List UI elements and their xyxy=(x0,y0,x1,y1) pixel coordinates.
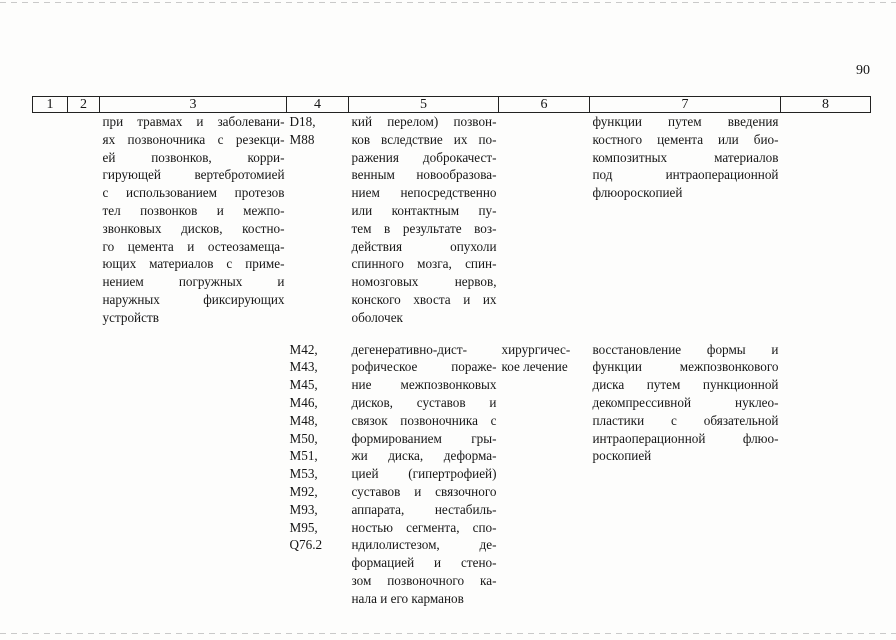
text-line: восстановление формы и xyxy=(592,341,779,357)
icd-code: M95, xyxy=(289,519,318,535)
treatment-type-cell xyxy=(499,341,590,608)
text-line: рофическое пораже- xyxy=(351,359,497,375)
text-line: ражения доброкачест- xyxy=(351,149,497,165)
text-line: формацией и стено- xyxy=(351,555,497,571)
cell-empty xyxy=(781,341,871,608)
icd-code: Q76.2 xyxy=(289,537,323,553)
text-line: дегенеративно-дист- xyxy=(351,341,468,357)
text-line: ностью сегмента, спо- xyxy=(351,519,497,535)
text-line: связок позвоночника с xyxy=(351,412,497,428)
icd-codes-cell xyxy=(287,113,349,327)
icd-code: M46, xyxy=(289,394,318,410)
text-line: цией (гипертрофией) xyxy=(351,466,497,482)
cell-empty xyxy=(100,341,287,608)
text-line: интраоперационной флюо- xyxy=(592,430,779,446)
text-line: костного цемента или био- xyxy=(592,131,779,147)
text-line: нением погружных и xyxy=(102,274,285,290)
text-line: композитных материалов xyxy=(592,149,779,165)
text-line: жи диска, деформа- xyxy=(351,448,497,464)
icd-code: M45, xyxy=(289,377,318,393)
column-header-3: 3 xyxy=(100,97,287,113)
text-line: звонковых дисков, костно- xyxy=(102,220,285,236)
text-line: венным новообразова- xyxy=(351,167,497,183)
scan-edge-top xyxy=(0,2,896,3)
medical-care-table xyxy=(32,96,871,608)
icd-code: M48, xyxy=(289,412,318,428)
text-line: устройств xyxy=(102,309,159,325)
text-line: под интраоперационной xyxy=(592,167,779,183)
text-line: дисков, суставов и xyxy=(351,394,497,410)
text-line: ние межпозвонковых xyxy=(351,377,497,393)
icd-code: M88 xyxy=(289,131,315,147)
treatment-method-cell xyxy=(590,113,781,327)
text-line: кий перелом) позвон- xyxy=(351,114,497,129)
text-line: или контактным пу- xyxy=(351,202,497,218)
column-header-2: 2 xyxy=(68,97,100,113)
text-line: ндилолистезом, де- xyxy=(351,537,497,553)
column-header-7: 7 xyxy=(590,97,781,113)
text-line: флюороскопией xyxy=(592,185,683,201)
cell-empty xyxy=(33,341,68,608)
cell-empty xyxy=(781,113,871,327)
text-line: номозговых нервов, xyxy=(351,274,497,290)
text-line: ях позвоночника с резекци- xyxy=(102,131,285,147)
text-line: диска путем пункционной xyxy=(592,377,779,393)
text-line: хирургичес- xyxy=(501,341,571,357)
text-line: с использованием протезов xyxy=(102,185,285,201)
icd-code: M93, xyxy=(289,501,318,517)
text-line: функции межпозвонкового xyxy=(592,359,779,375)
text-line: наружных фиксирующих xyxy=(102,291,285,307)
text-line: действия опухоли xyxy=(351,238,497,254)
icd-code: M43, xyxy=(289,359,318,375)
text-line: тел позвонков и межпо- xyxy=(102,202,285,218)
cell-empty xyxy=(68,341,100,608)
treatment-type-cell xyxy=(499,113,590,327)
treatment-method-cell xyxy=(590,341,781,608)
text-line: при травмах и заболевани- xyxy=(102,114,285,129)
cell-empty xyxy=(68,113,100,327)
text-line: роскопией xyxy=(592,448,652,464)
text-line: го цемента и остеозамеща- xyxy=(102,238,285,254)
column-header-6: 6 xyxy=(499,97,590,113)
diagnosis-cell xyxy=(349,113,499,327)
text-line: аппарата, нестабиль- xyxy=(351,501,497,517)
text-line: нием непосредственно xyxy=(351,185,497,201)
icd-code: D18, xyxy=(289,114,316,129)
icd-code: M92, xyxy=(289,483,318,499)
icd-code: M50, xyxy=(289,430,318,446)
text-line: гирующей вертебротомией xyxy=(102,167,285,183)
icd-code: M42, xyxy=(289,341,318,357)
text-line: зом позвоночного ка- xyxy=(351,572,497,588)
column-header-1: 1 xyxy=(33,97,68,113)
text-line: нала и его карманов xyxy=(351,590,464,606)
row-spacer xyxy=(33,327,871,341)
icd-code: M51, xyxy=(289,448,318,464)
column-header-8: 8 xyxy=(781,97,871,113)
text-line: ющих материалов с приме- xyxy=(102,256,285,272)
method-description-cell xyxy=(100,113,287,327)
text-line: пластики с обязательной xyxy=(592,412,779,428)
table-row-spinal-tumor xyxy=(33,113,871,327)
text-line: функции путем введения xyxy=(592,114,779,129)
text-line: тем в результате воз- xyxy=(351,220,497,236)
text-line: ей позвонков, корри- xyxy=(102,149,285,165)
text-line: оболочек xyxy=(351,309,403,325)
text-line: конского хвоста и их xyxy=(351,291,497,307)
text-line: спинного мозга, спин- xyxy=(351,256,497,272)
text-line: кое лечение xyxy=(501,359,568,375)
table-row-degenerative xyxy=(33,341,871,608)
spacer-cell xyxy=(33,327,871,341)
page-number: 90 xyxy=(856,63,870,78)
text-line: формированием гры- xyxy=(351,430,497,446)
column-number-row xyxy=(33,97,871,113)
text-line: ков вследствие их по- xyxy=(351,131,497,147)
column-header-4: 4 xyxy=(287,97,349,113)
cell-empty xyxy=(33,113,68,327)
text-line: декомпрессивной нуклео- xyxy=(592,394,779,410)
column-header-5: 5 xyxy=(349,97,499,113)
icd-codes-cell xyxy=(287,341,349,608)
scan-edge-bottom xyxy=(0,633,896,634)
text-line: суставов и связочного xyxy=(351,483,497,499)
diagnosis-cell xyxy=(349,341,499,608)
icd-code: M53, xyxy=(289,466,318,482)
